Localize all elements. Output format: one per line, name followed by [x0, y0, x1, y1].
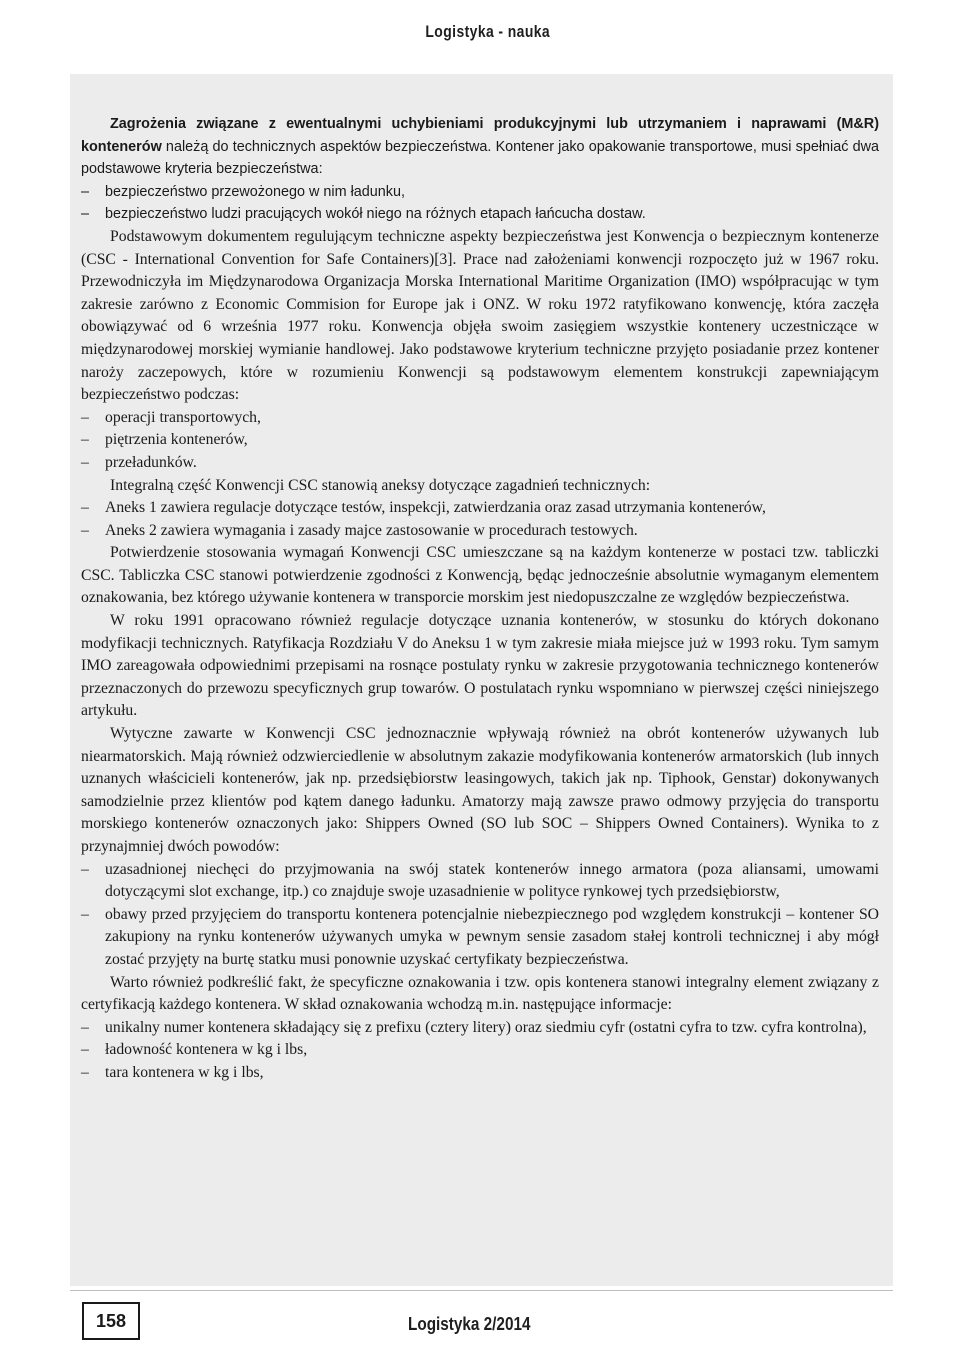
paragraph-annexes: Integralną część Konwencji CSC stanowią aneksy dotyczące zagadnień technicznych:: [110, 476, 651, 494]
annexes-list: [81, 497, 879, 542]
list-item: – Aneks 1 zawiera regulacje dotyczące testów, inspekcji, zatwierdzania oraz zasad utrzymania kontenerów,: [81, 497, 879, 520]
list-item: – piętrzenia kontenerów,: [81, 429, 879, 452]
page-number: 158: [82, 1302, 140, 1340]
list-item: – obawy przed przyjęciem do transportu kontenera potencjalnie niebezpiecznego pod względem konstrukcji – kontener SO zakupiony na rynku kontenerów używanych umyka w pewnym sensie zasadom stałej kontroli technicznej i aby mógł zostać przyjęty na burtę statku musi ponownie uzyskać certyfikaty bezpieczeństwa.: [81, 904, 879, 972]
paragraph-marking: Warto również podkreślić fakt, że specyficzne oznakowania i tzw. opis kontenera stanowi integralny element związany z certyfikacją każdego kontenera. W skład oznakowania wchodzą m.in. następujące informacje:: [81, 973, 879, 1014]
operations-list: [81, 407, 879, 475]
safety-criteria-list: [81, 181, 879, 226]
page-header: [0, 0, 960, 72]
list-item: – uzasadnionej niechęci do przyjmowania na swój statek kontenerów innego armatora (poza aliansami, umowami dotyczącymi slot exchange, itp.) co znajduje swoje uzasadnienie w polityce rynkowej tych przedsiębiorstw,: [81, 859, 879, 904]
list-item: – tara kontenera w kg i lbs,: [81, 1062, 879, 1085]
list-item: – operacji transportowych,: [81, 407, 879, 430]
intro-rest-text: należą do technicznych aspektów bezpieczeństwa. Kontener jako opakowanie transportowe, musi spełniać dwa podstawowe kryteria bezpieczeństwa:: [81, 138, 879, 178]
paragraph-convention: Podstawowym dokumentem regulującym techniczne aspekty bezpieczeństwa jest Konwencja o bezpiecznym kontenerze (CSC - International Convention for Safe Containers)[3]. Prace nad założeniami konwencji rozpoczęto już w 1967 roku. Przewodniczyła im Międzynarodowa Organizacja Morska International Maritime Organization (IMO) współpracując w tym zakresie zarówno z Economic Commision for Europe jak i ONZ. W roku 1972 ratyfikowano konwencję, która zaczęła obowiązywać od 6 września 1977 roku. Konwencja objęła swoim zasięgiem wszystkie kontenery uczestniczące w międzynarodowej morskiej wymianie handlowej. Jako podstawowe kryterium techniczne przyjęto posiadanie przez kontener naroży zaczepowych, które w rozumieniu Konwencji są podstawowym elementem konstrukcji zapewniającym bezpieczeństwo podczas:: [81, 227, 879, 404]
footer-divider: [70, 1290, 893, 1291]
list-item: – bezpieczeństwo ludzi pracujących wokół niego na różnych etapach łańcucha dostaw.: [81, 203, 879, 226]
marking-list: [81, 1017, 879, 1085]
reasons-list: [81, 859, 879, 972]
list-item: – Aneks 2 zawiera wymagania i zasady majce zastosowanie w procedurach testowych.: [81, 520, 879, 543]
intro-bold-text: Zagrożenia związane z ewentualnymi uchybieniami produkcyjnymi lub utrzymaniem i naprawami (M&R) kontenerów: [81, 116, 879, 155]
paragraph-guidelines: Wytyczne zawarte w Konwencji CSC jednoznacznie wpływają również na obrót kontenerów używanych lub niearmatorskich. Mają również odzwierciedlenie w absolutnym zakazie modyfikowania kontenerów armatorskich (lub innych uznanych właścicieli kontenerów, jak np. przedsiębiorstw leasingowych, takich jak np. Tiphook, Genstar) dokonywanych samodzielnie przez klientów pod kątem danego ładunku. Amatorzy mają zawsze prawo odmowy przyjęcia do transportu morskiego kontenerów oznaczonych jako: Shippers Owned (SO lub SOC – Shippers Owned Containers). Wynika to z przynajmniej dwóch powodów:: [81, 725, 879, 855]
list-item: – przeładunków.: [81, 452, 879, 475]
section-title: Logistyka - nauka: [425, 22, 550, 41]
list-item: – unikalny numer kontenera składający się z prefixu (cztery litery) oraz siedmiu cyfr (ostatni cyfra to tzw. cyfra kontrolna),: [81, 1017, 879, 1040]
journal-issue: Logistyka 2/2014: [408, 1314, 531, 1334]
list-item: – ładowność kontenera w kg i lbs,: [81, 1039, 879, 1062]
list-item: – bezpieczeństwo przewożonego w nim ładunku,: [81, 181, 879, 204]
paragraph-1991: W roku 1991 opracowano również regulacje dotyczące uznania kontenerów, w stosunku do których dokonano modyfikacji technicznych. Ratyfikacja Rozdziału V do Aneksu 1 w tym zakresie miała miejsce już w 1993 roku. Tym samym IMO zareagowała odpowiednimi przepisami na rosnące postulaty rynku w zakresie przygotowania technicznego kontenerów przeznaczonych do przewozu specyficznych grup towarów. O postulatach rynku wspomniano w pierwszej części niniejszego artykułu.: [81, 612, 879, 720]
article-body: [81, 113, 879, 1085]
paragraph-csc-plate: Potwierdzenie stosowania wymagań Konwencji CSC umieszczane są na każdym kontenerze w postaci tzw. tabliczki CSC. Tabliczka CSC stanowi potwierdzenie zgodności z Konwencją, będąc jednocześnie absolutnie wymaganym elementem oznakowania, bez którego używanie kontenera w transporcie morskim jest niedopuszczalne ze względów bezpieczeństwa.: [81, 544, 879, 607]
paragraph-intro: [81, 113, 879, 181]
